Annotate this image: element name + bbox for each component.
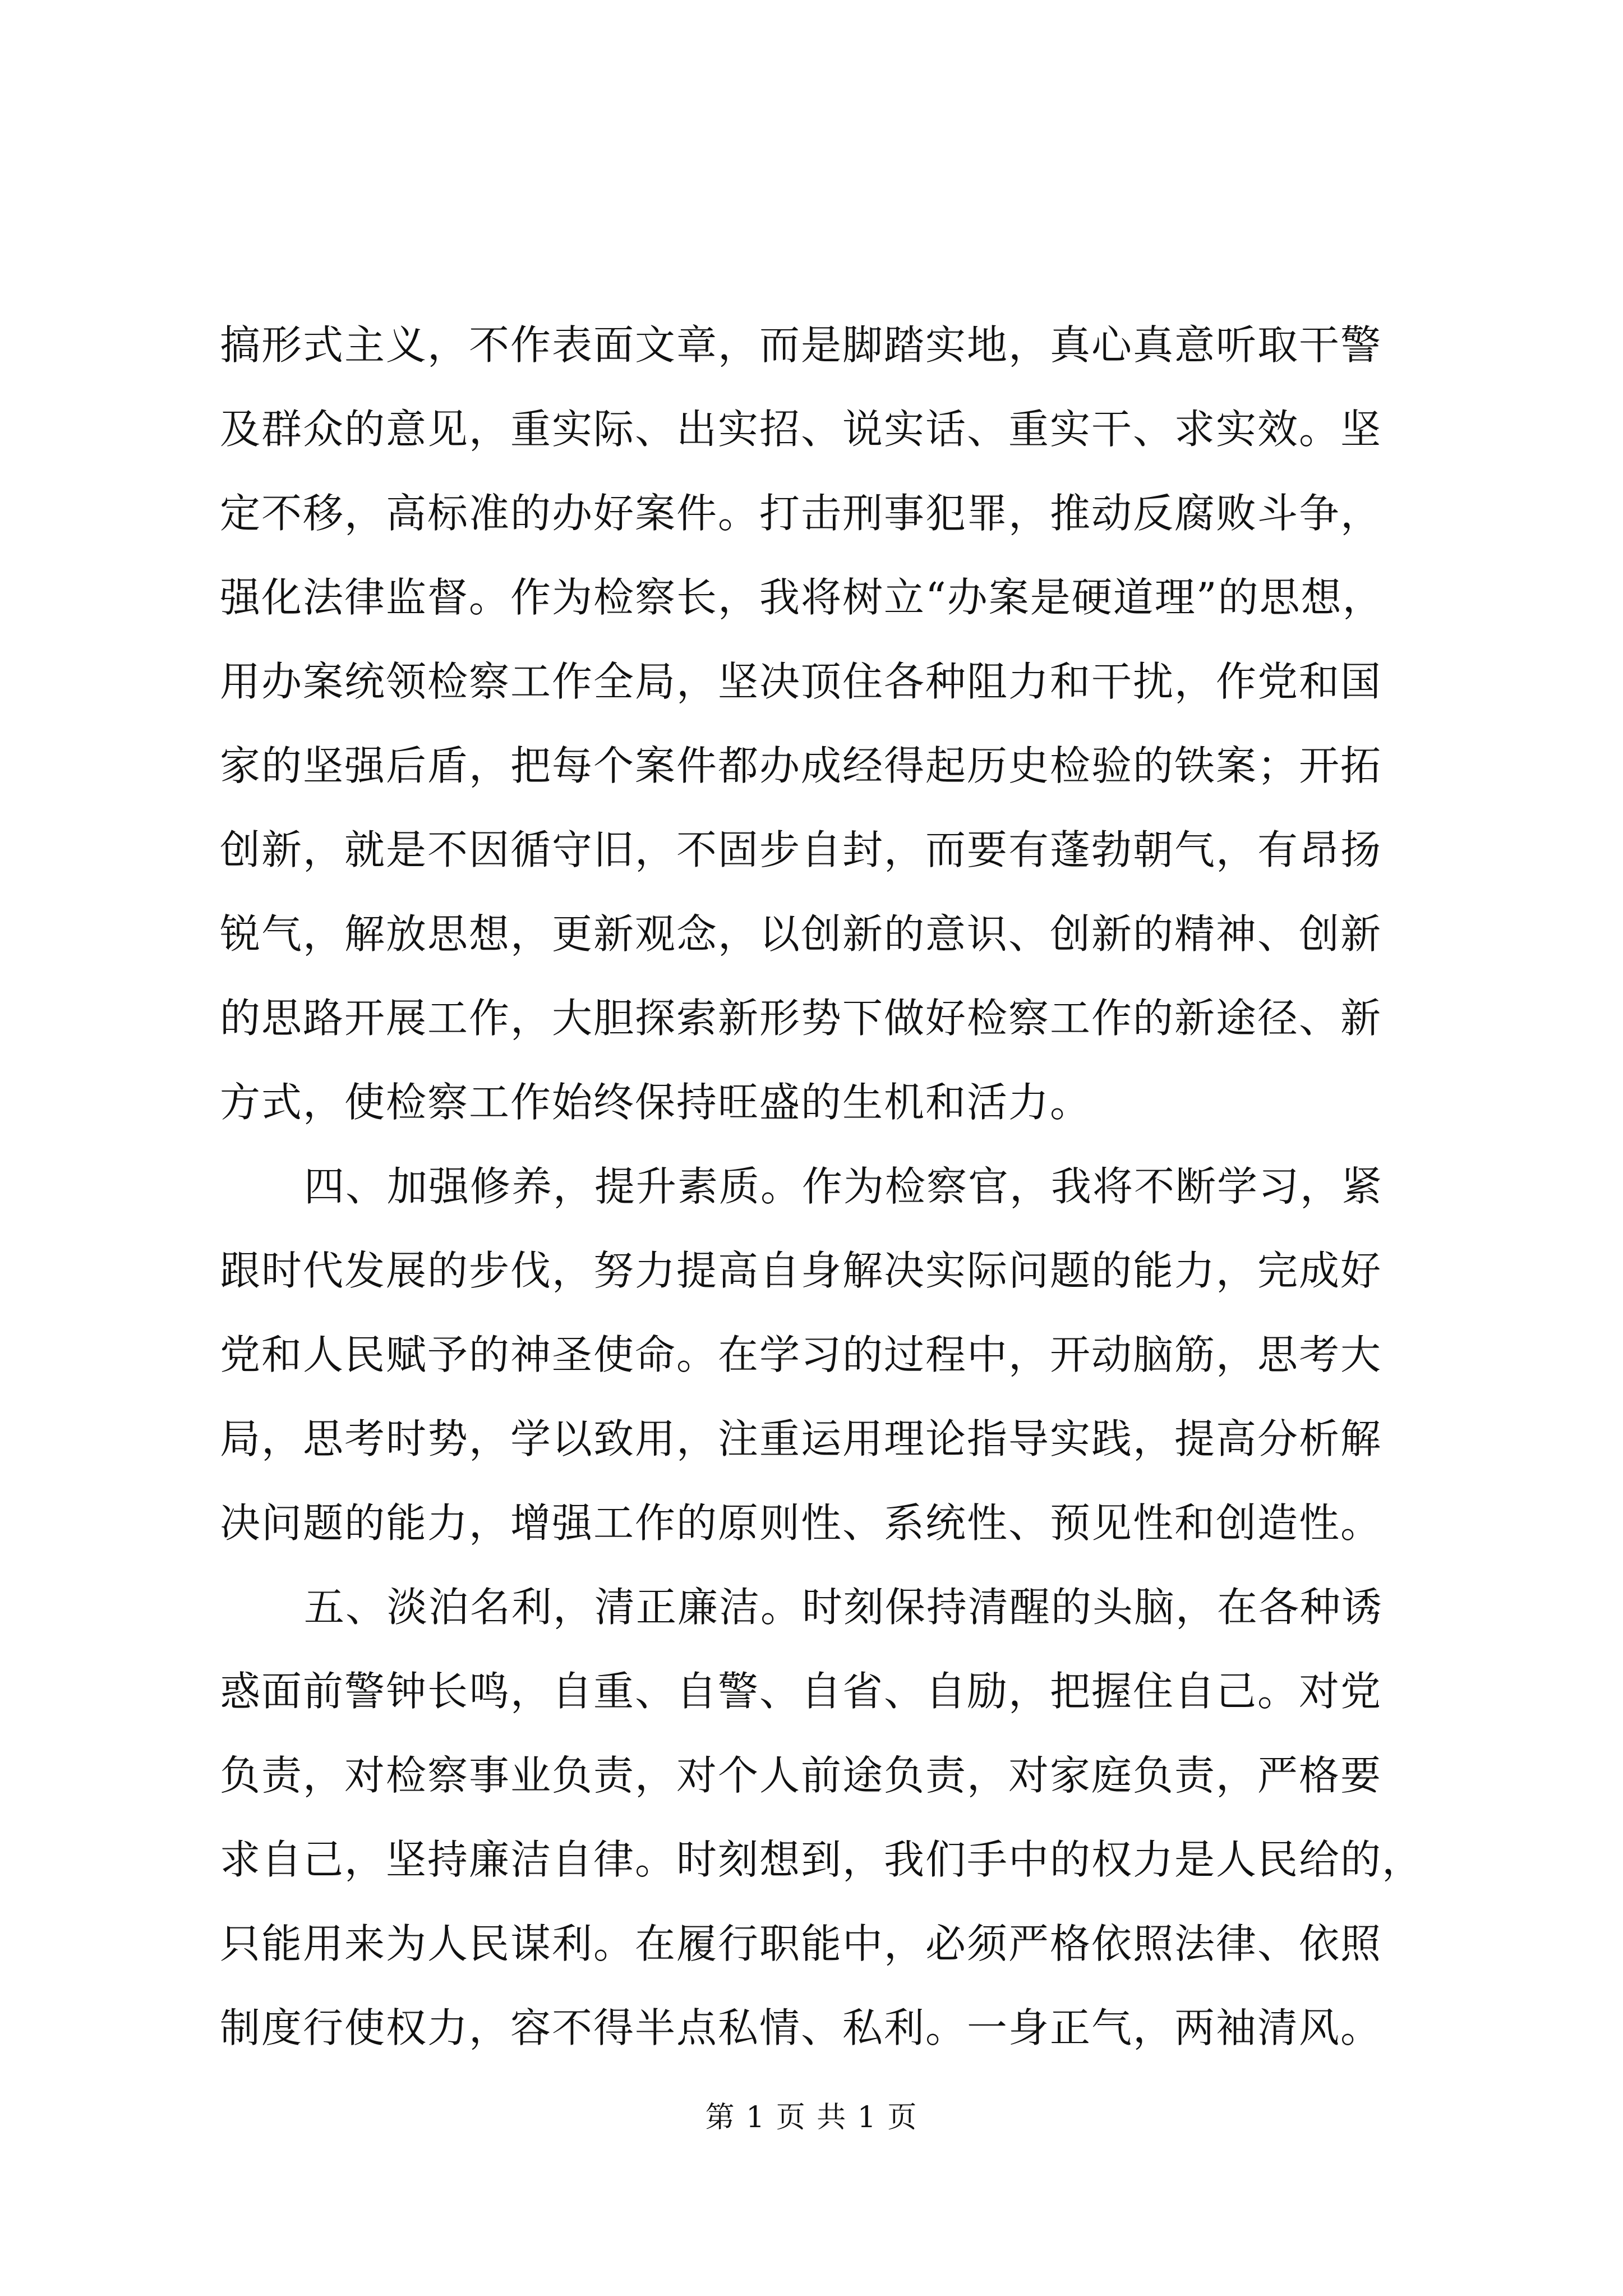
- text-line: 跟时代发展的步伐，努力提高自身解决实际问题的能力，完成好: [220, 1247, 1382, 1294]
- text-line: 家的坚强后盾，把每个案件都办成经得起历史检验的铁案；开拓: [220, 742, 1382, 789]
- text-line: 锐气，解放思想，更新观念，以创新的意识、创新的精神、创新: [220, 910, 1382, 958]
- text-line: 的思路开展工作，大胆探索新形势下做好检察工作的新途径、新: [220, 995, 1382, 1042]
- text-line: 求自己，坚持廉洁自律。时刻想到，我们手中的权力是人民给的，: [220, 1836, 1424, 1883]
- text-line: 方式，使检察工作始终保持旺盛的生机和活力。: [220, 1079, 1092, 1126]
- paragraph-start-line: 四、加强修养，提升素质。作为检察官，我将不断学习，紧: [304, 1163, 1384, 1210]
- text-line: 只能用来为人民谋利。在履行职能中，必须严格依照法律、依照: [220, 1920, 1382, 1967]
- text-line: 制度行使权力，容不得半点私情、私利。一身正气，两袖清风。: [220, 2004, 1382, 2051]
- text-line: 强化法律监督。作为检察长，我将树立“办案是硬道理”的思想，: [220, 574, 1384, 621]
- document-body: [220, 303, 1424, 2070]
- text-line: 创新，就是不因循守旧，不固步自封，而要有蓬勃朝气，有昂扬: [220, 826, 1382, 873]
- text-line: 定不移，高标准的办好案件。打击刑事犯罪，推动反腐败斗争，: [220, 490, 1382, 537]
- text-line: 局，思考时势，学以致用，注重运用理论指导实践，提高分析解: [220, 1415, 1382, 1462]
- text-line: 用办案统领检察工作全局，坚决顶住各种阻力和干扰，作党和国: [220, 658, 1382, 705]
- paragraph-start-line: 五、淡泊名利，清正廉洁。时刻保持清醒的头脑，在各种诱: [304, 1584, 1384, 1631]
- text-line: 惑面前警钟长鸣，自重、自警、自省、自励，把握住自己。对党: [220, 1668, 1382, 1715]
- page-number-footer: 第 1 页 共 1 页: [705, 2101, 918, 2134]
- text-line: 搞形式主义，不作表面文章，而是脚踏实地，真心真意听取干警: [220, 321, 1382, 369]
- text-line: 负责，对检察事业负责，对个人前途负责，对家庭负责，严格要: [220, 1752, 1382, 1799]
- text-line: 及群众的意见，重实际、出实招、说实话、重实干、求实效。坚: [220, 406, 1382, 453]
- text-line: 决问题的能力，增强工作的原则性、系统性、预见性和创造性。: [220, 1499, 1382, 1547]
- text-line: 党和人民赋予的神圣使命。在学习的过程中，开动脑筋，思考大: [220, 1331, 1382, 1378]
